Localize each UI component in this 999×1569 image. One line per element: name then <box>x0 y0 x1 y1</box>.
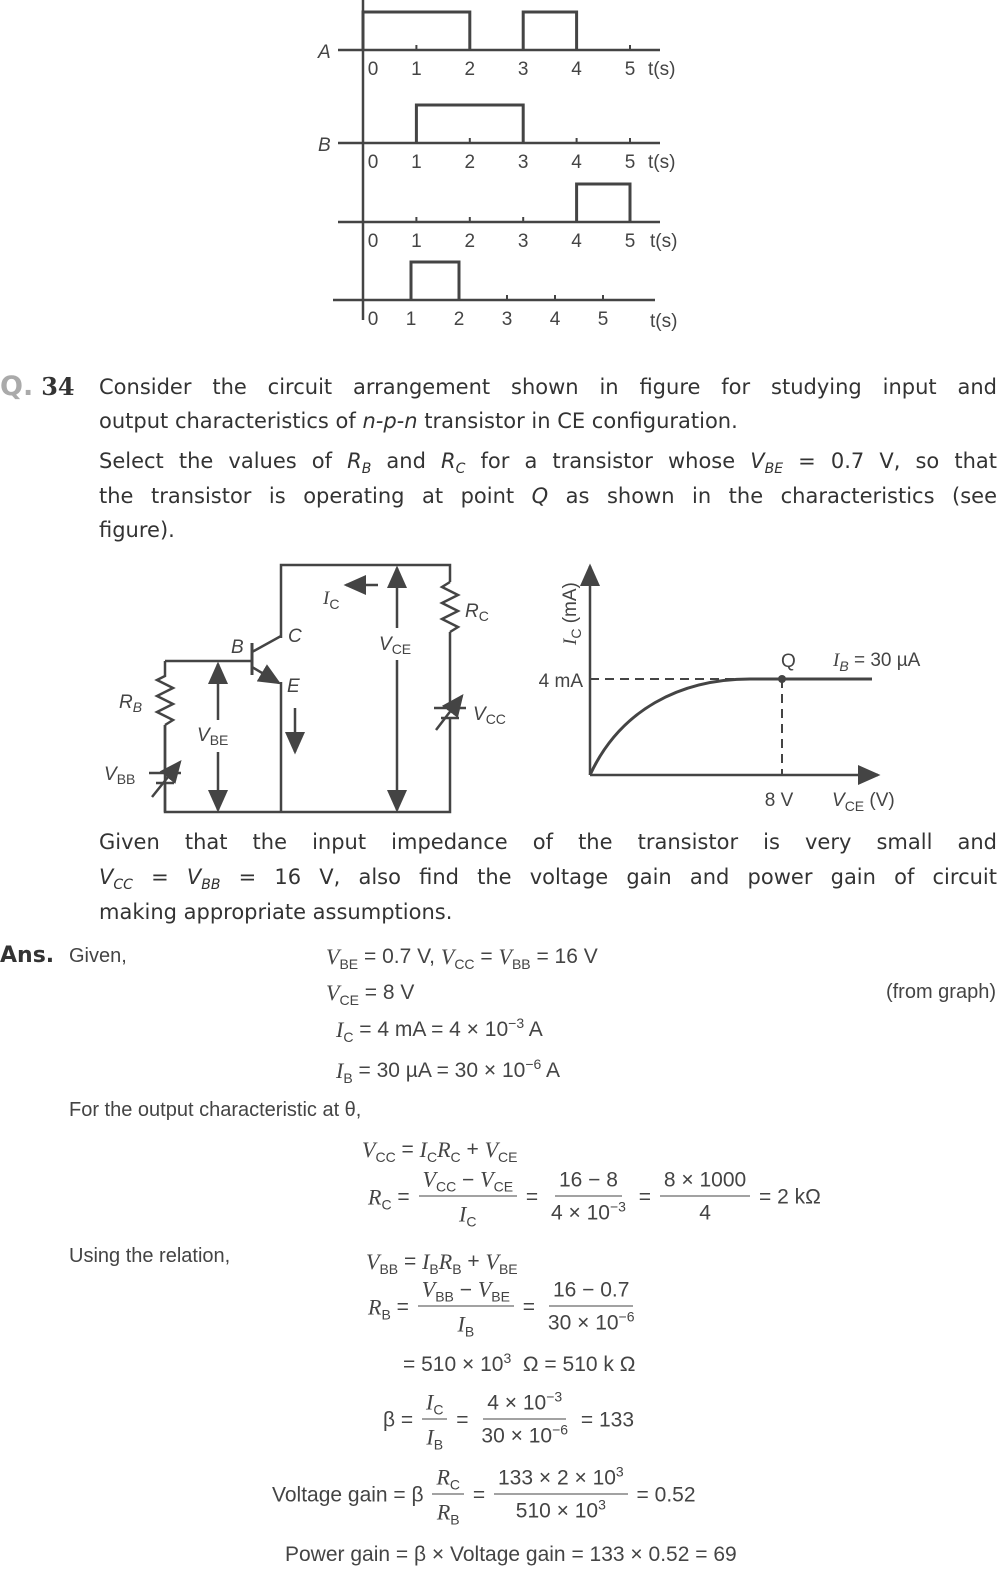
text-run: A <box>541 1059 560 1082</box>
math-superscript: 3 <box>503 1350 512 1366</box>
text-run: = <box>398 1250 423 1273</box>
math-variable: V <box>422 1166 436 1192</box>
text-run: Consider the circuit arrangement shown in figure for studying input and <box>99 375 997 399</box>
text-run: = <box>520 1185 544 1208</box>
question-line <box>99 482 997 510</box>
fraction-denominator <box>455 1197 480 1228</box>
math-subscript: CC <box>435 1178 457 1195</box>
math-subscript: CE <box>493 1178 514 1195</box>
relation-note: Using the relation, <box>69 1245 231 1267</box>
math-variable: I <box>457 1311 465 1337</box>
question-line <box>99 863 997 891</box>
math-symbol <box>459 1201 477 1230</box>
math-symbol <box>420 1137 437 1163</box>
q-point <box>778 675 786 683</box>
math-symbol <box>436 1464 461 1493</box>
equation-beta <box>383 1390 634 1451</box>
math-subscript: BE <box>339 956 359 972</box>
label-vcc: $V_{CC}$ <box>473 704 506 727</box>
text-run: transistor in CE configuration. <box>417 409 738 433</box>
equation-rc <box>368 1167 821 1228</box>
label-ic: $I_C$ <box>323 588 340 612</box>
math-symbol <box>436 1499 460 1528</box>
text-run: = 30 µA = 30 × <box>352 1059 502 1082</box>
math-symbol <box>439 1249 462 1275</box>
math-symbol <box>426 1389 444 1418</box>
time-tick-label: 4 <box>571 59 582 80</box>
math-variable: V <box>485 1249 499 1274</box>
math-subscript: BB <box>201 877 221 893</box>
time-tick-label: 0 <box>367 59 379 80</box>
text-run: making appropriate assumptions. <box>99 900 453 924</box>
time-tick-label: 4 <box>571 231 582 252</box>
time-tick-label: 4 <box>549 309 561 330</box>
time-unit-label: t(s) <box>648 59 676 80</box>
question-line <box>99 407 997 435</box>
math-subscript: C <box>450 1149 461 1165</box>
waveform-pulse <box>577 184 630 222</box>
text-run: Power gain = β × Voltage gain = 133 × 0.52 = 69 <box>285 1543 737 1566</box>
text-run: A <box>524 1018 543 1041</box>
text-run: + <box>461 1250 486 1273</box>
text-run: + <box>460 1138 485 1161</box>
text-run: 4 × <box>550 1201 587 1225</box>
math-subscript: B <box>433 1436 444 1453</box>
time-tick-label: 3 <box>517 152 529 173</box>
text-run: = 0.7 V, <box>358 945 441 968</box>
math-subscript: BE <box>498 1261 518 1277</box>
label-base: B <box>231 637 244 658</box>
fraction <box>477 1388 572 1449</box>
math-variable: I <box>336 1017 344 1042</box>
time-tick-label: 3 <box>517 59 529 80</box>
label-vbb: $V_{BB}$ <box>104 764 136 787</box>
x-axis-label: $V_{CE}$ (V) <box>832 790 895 814</box>
math-variable: I <box>419 1137 427 1162</box>
math-symbol <box>528 1421 569 1448</box>
label-vce: $V_{CE}$ <box>379 634 412 657</box>
math-symbol <box>422 1166 457 1195</box>
time-tick-label: 2 <box>464 152 476 173</box>
math-subscript: CE <box>339 992 359 1008</box>
text-run: = <box>632 1185 657 1208</box>
math-subscript: BB <box>379 1261 399 1277</box>
math-subscript: BE <box>491 1288 510 1305</box>
math-superscript: 3 <box>615 1463 624 1480</box>
fraction-numerator <box>549 1279 633 1307</box>
time-tick-label: 2 <box>464 231 476 252</box>
math-symbol <box>336 1058 353 1084</box>
text-run: = <box>395 1138 420 1161</box>
output-characteristic-note: For the output characteristic at θ, <box>69 1099 362 1121</box>
equation-rb <box>368 1277 642 1338</box>
resistor-rb <box>157 661 173 725</box>
label-collector: C <box>288 626 302 647</box>
text-run: = <box>516 1295 541 1318</box>
math-variable: V <box>750 449 765 473</box>
label-rc: $R_C$ <box>465 601 489 624</box>
q-label: Q <box>781 651 796 672</box>
text-run: Given that the input impedance of the transistor is very small and <box>99 830 997 854</box>
math-symbol <box>362 409 417 433</box>
fraction <box>544 1279 639 1336</box>
math-variable: R <box>368 1294 382 1319</box>
fraction-denominator <box>544 1307 639 1336</box>
math-subscript: B <box>429 1261 439 1277</box>
equation-rb-result <box>403 1350 636 1377</box>
text-run: = 0.7 V, so that <box>783 449 997 473</box>
fraction-denominator <box>433 1495 464 1526</box>
math-symbol <box>477 1276 510 1305</box>
math-variable: I <box>336 1058 344 1083</box>
math-symbol <box>99 865 133 893</box>
battery-vbb <box>149 773 181 783</box>
math-subscript: B <box>450 1511 460 1528</box>
text-run: = <box>390 1295 415 1318</box>
math-base: 10 <box>574 1499 599 1523</box>
math-variable: n-p-n <box>362 409 418 433</box>
text-run: = <box>391 1185 416 1208</box>
text-run: Voltage gain = β <box>272 1483 430 1506</box>
equation-vbb-loop <box>366 1249 518 1275</box>
label-vbe: $V_{BE}$ <box>197 725 229 748</box>
time-tick-label: 2 <box>464 59 476 80</box>
text-run: = 16 V <box>530 945 598 968</box>
fraction-numerator <box>418 1277 514 1307</box>
math-variable: V <box>362 1137 376 1162</box>
time-tick-label: 5 <box>624 152 636 173</box>
battery-vcc <box>434 708 466 718</box>
math-variable: V <box>326 944 340 969</box>
text-run: − <box>453 1278 478 1302</box>
math-symbol <box>522 1388 563 1415</box>
wire-right <box>165 632 450 812</box>
math-subscript: BB <box>511 956 531 972</box>
math-symbol <box>366 1249 398 1275</box>
math-symbol <box>498 944 530 970</box>
math-symbol <box>480 1350 512 1377</box>
given-label: Given, <box>69 945 127 967</box>
math-symbol <box>595 1308 635 1335</box>
text-run: 16 − 8 <box>558 1168 618 1192</box>
equation-voltage-gain <box>272 1465 696 1526</box>
math-subscript: B <box>452 1261 462 1277</box>
math-subscript: B <box>464 1323 475 1340</box>
fraction-numerator <box>483 1388 566 1420</box>
text-run: = 2 kΩ <box>753 1185 821 1208</box>
math-variable: R <box>438 1249 453 1274</box>
math-subscript: C <box>343 1029 354 1045</box>
math-variable: V <box>480 1166 494 1192</box>
math-symbol <box>186 865 221 893</box>
fraction-denominator <box>695 1197 715 1226</box>
time-tick-label: 4 <box>571 152 582 173</box>
equation-power-gain <box>285 1543 737 1567</box>
text-run: as shown in the characteristics (see <box>548 484 997 508</box>
fraction <box>422 1390 447 1451</box>
time-tick-label: 1 <box>411 152 422 173</box>
math-variable: R <box>436 1464 450 1490</box>
text-run: 30 × <box>547 1311 596 1335</box>
time-tick-label: 0 <box>367 231 379 252</box>
timing-diagram <box>0 0 999 335</box>
x-tick-label: 8 V <box>764 790 794 811</box>
text-run: the transistor is operating at point <box>99 484 532 508</box>
math-symbol <box>592 1463 624 1490</box>
math-base: 10 <box>484 1018 509 1041</box>
fraction-numerator <box>555 1169 622 1197</box>
text-run: Select the values of <box>99 449 348 473</box>
label-rb: $R_B$ <box>119 692 143 715</box>
fraction <box>660 1169 750 1226</box>
math-symbol <box>421 1276 454 1305</box>
waveform-label-a: A <box>318 42 331 63</box>
math-variable: Q <box>531 484 549 508</box>
question-num: 34 <box>41 372 75 401</box>
time-tick-label: 1 <box>411 59 422 80</box>
math-symbol <box>441 449 466 477</box>
math-variable: V <box>99 865 114 889</box>
equation-ib <box>336 1058 560 1084</box>
waveform-pulse <box>363 12 470 50</box>
math-superscript: 3 <box>598 1496 606 1513</box>
question-line <box>99 373 997 401</box>
math-symbol <box>422 1249 439 1275</box>
text-run: = <box>467 1483 491 1506</box>
math-base: 10 <box>528 1424 553 1448</box>
math-variable: V <box>477 1276 492 1302</box>
equation-vcc-loop <box>362 1137 518 1163</box>
time-tick-label: 3 <box>501 309 513 330</box>
math-superscript: −6 <box>552 1421 569 1438</box>
math-symbol <box>326 980 359 1006</box>
text-run: β = <box>383 1408 420 1431</box>
math-base: 10 <box>501 1059 526 1082</box>
fraction-numerator <box>432 1465 464 1495</box>
question-line <box>99 447 997 475</box>
math-symbol <box>480 1166 514 1195</box>
math-base: 10 <box>592 1466 616 1490</box>
fraction-numerator <box>494 1463 628 1495</box>
math-symbol <box>501 1056 542 1083</box>
time-tick-label: 0 <box>367 152 379 173</box>
text-run: 30 × <box>481 1424 529 1448</box>
time-tick-label: 2 <box>453 309 465 330</box>
fraction <box>418 1277 514 1338</box>
time-tick-label: 5 <box>624 59 636 80</box>
math-subscript: C <box>381 1196 392 1212</box>
math-symbol <box>485 1249 517 1275</box>
fraction <box>494 1463 628 1524</box>
waveform-pulse <box>411 262 459 300</box>
math-variable: V <box>421 1276 436 1302</box>
math-subscript: CE <box>498 1149 518 1165</box>
fraction <box>547 1169 630 1226</box>
text-run: output characteristics of <box>99 409 363 433</box>
fraction-numerator <box>660 1169 750 1197</box>
text-run: 16 − 0.7 <box>552 1278 630 1302</box>
fraction-numerator <box>422 1390 447 1420</box>
math-symbol <box>368 1184 392 1210</box>
math-subscript: BB <box>435 1288 454 1305</box>
math-subscript: B <box>361 461 372 477</box>
text-run: = <box>132 865 187 889</box>
fraction-denominator <box>477 1420 572 1449</box>
waveform-pulse <box>523 12 576 50</box>
question-line <box>99 828 997 856</box>
math-variable: V <box>326 980 340 1005</box>
transistor-emitter <box>252 667 279 683</box>
question-q-label: Q. <box>0 371 34 402</box>
fraction <box>432 1465 464 1526</box>
waveform-pulse <box>416 105 523 143</box>
math-symbol <box>362 1137 396 1163</box>
text-run: and <box>371 449 442 473</box>
math-variable: V <box>366 1249 380 1274</box>
question-number <box>0 370 75 404</box>
time-tick-label: 3 <box>517 231 529 252</box>
question-line <box>99 516 997 544</box>
label-emitter: E <box>287 676 300 697</box>
time-unit-label: t(s) <box>650 311 678 332</box>
math-symbol <box>586 1198 626 1225</box>
math-symbol <box>437 1137 461 1163</box>
math-symbol <box>574 1496 606 1523</box>
text-run: − <box>456 1168 481 1192</box>
math-symbol <box>426 1424 444 1453</box>
text-run: = 0.52 <box>630 1483 696 1506</box>
math-base: 10 <box>595 1311 619 1335</box>
time-unit-label: t(s) <box>648 152 676 173</box>
answer-label: Ans. <box>0 943 55 968</box>
math-variable: R <box>436 1499 451 1525</box>
math-variable: R <box>437 1137 451 1162</box>
time-tick-label: 0 <box>367 309 379 330</box>
math-variable: V <box>186 865 202 889</box>
from-graph-note: (from graph) <box>885 981 996 1003</box>
math-base: 10 <box>522 1391 547 1415</box>
math-base: 10 <box>586 1201 610 1225</box>
text-run: figure). <box>99 518 175 542</box>
characteristic-curve <box>590 679 872 775</box>
math-variable: V <box>498 944 512 969</box>
text-run: 4 × <box>487 1391 523 1415</box>
math-superscript: −3 <box>609 1198 626 1215</box>
variable-arrow-vcc <box>436 696 462 730</box>
math-subscript: CC <box>113 877 133 893</box>
math-superscript: −6 <box>525 1056 542 1072</box>
text-run: = <box>450 1408 475 1431</box>
math-symbol <box>532 484 549 508</box>
text-run: = 4 mA = 4 × <box>353 1018 485 1041</box>
fraction-denominator <box>422 1420 447 1451</box>
math-symbol <box>347 449 372 477</box>
math-symbol <box>326 944 358 970</box>
math-symbol <box>457 1311 475 1340</box>
fraction-denominator <box>512 1495 610 1524</box>
math-variable: V <box>484 1137 499 1162</box>
time-tick-label: 1 <box>405 309 417 330</box>
time-tick-label: 5 <box>597 309 609 330</box>
fraction <box>419 1167 518 1228</box>
text-run: = 16 V, also find the voltage gain and power gain of circuit <box>220 865 997 889</box>
time-tick-label: 5 <box>624 231 636 252</box>
equation-given <box>326 944 598 970</box>
wire-left <box>165 661 252 812</box>
math-variable: I <box>422 1249 430 1274</box>
math-base: 10 <box>480 1353 504 1376</box>
text-run: Ω = 510 k Ω <box>511 1353 636 1376</box>
math-symbol <box>484 1015 525 1042</box>
math-symbol <box>368 1294 391 1320</box>
math-subscript: CC <box>375 1149 396 1165</box>
math-symbol <box>336 1017 353 1043</box>
math-superscript: −3 <box>508 1015 525 1031</box>
math-superscript: −6 <box>618 1308 635 1325</box>
math-superscript: −3 <box>546 1388 563 1405</box>
math-subscript: C <box>433 1401 444 1418</box>
math-subscript: CC <box>454 956 475 972</box>
text-run: = 8 V <box>358 981 415 1004</box>
curve-label: $I_B = 30$ µA <box>833 650 921 674</box>
fraction-denominator <box>547 1197 630 1226</box>
waveform-label-b: B <box>318 135 331 156</box>
math-symbol <box>485 1137 518 1163</box>
text-run: = 510 × <box>403 1353 481 1376</box>
y-tick-label: 4 mA <box>538 671 583 692</box>
y-axis-label: $I_C$ (mA) <box>560 582 584 645</box>
math-variable: V <box>440 944 455 969</box>
text-run: = <box>474 945 499 968</box>
math-symbol <box>750 449 784 477</box>
math-variable: R <box>347 449 362 473</box>
text-run: 510 × <box>515 1499 575 1523</box>
text-run: 8 × 1000 <box>663 1168 747 1192</box>
math-variable: I <box>459 1201 467 1227</box>
wire-top <box>281 565 450 638</box>
math-variable: R <box>368 1184 382 1209</box>
time-tick-label: 1 <box>411 231 422 252</box>
math-subscript: BE <box>764 461 784 477</box>
fraction-numerator <box>419 1167 518 1197</box>
math-subscript: B <box>343 1070 353 1086</box>
math-subscript: C <box>449 1476 461 1493</box>
time-unit-label: t(s) <box>650 231 678 252</box>
math-subscript: B <box>381 1306 391 1322</box>
math-variable: I <box>426 1389 434 1415</box>
math-subscript: C <box>426 1149 438 1165</box>
text-run: for a transistor whose <box>465 449 751 473</box>
text-run: 4 <box>699 1201 711 1225</box>
equation-ic <box>336 1017 543 1043</box>
math-variable: I <box>426 1424 434 1450</box>
math-subscript: C <box>455 461 466 477</box>
resistor-rc <box>442 582 458 632</box>
fraction-denominator <box>454 1307 479 1338</box>
math-variable: R <box>441 449 456 473</box>
text-run: = 133 <box>575 1408 635 1431</box>
equation-vce <box>326 980 414 1006</box>
transistor-collector <box>252 636 281 652</box>
math-subscript: C <box>466 1213 477 1230</box>
math-symbol <box>441 944 475 970</box>
variable-arrow-vbb <box>152 762 180 797</box>
text-run: 133 × 2 × <box>497 1466 593 1490</box>
question-line <box>99 898 997 926</box>
